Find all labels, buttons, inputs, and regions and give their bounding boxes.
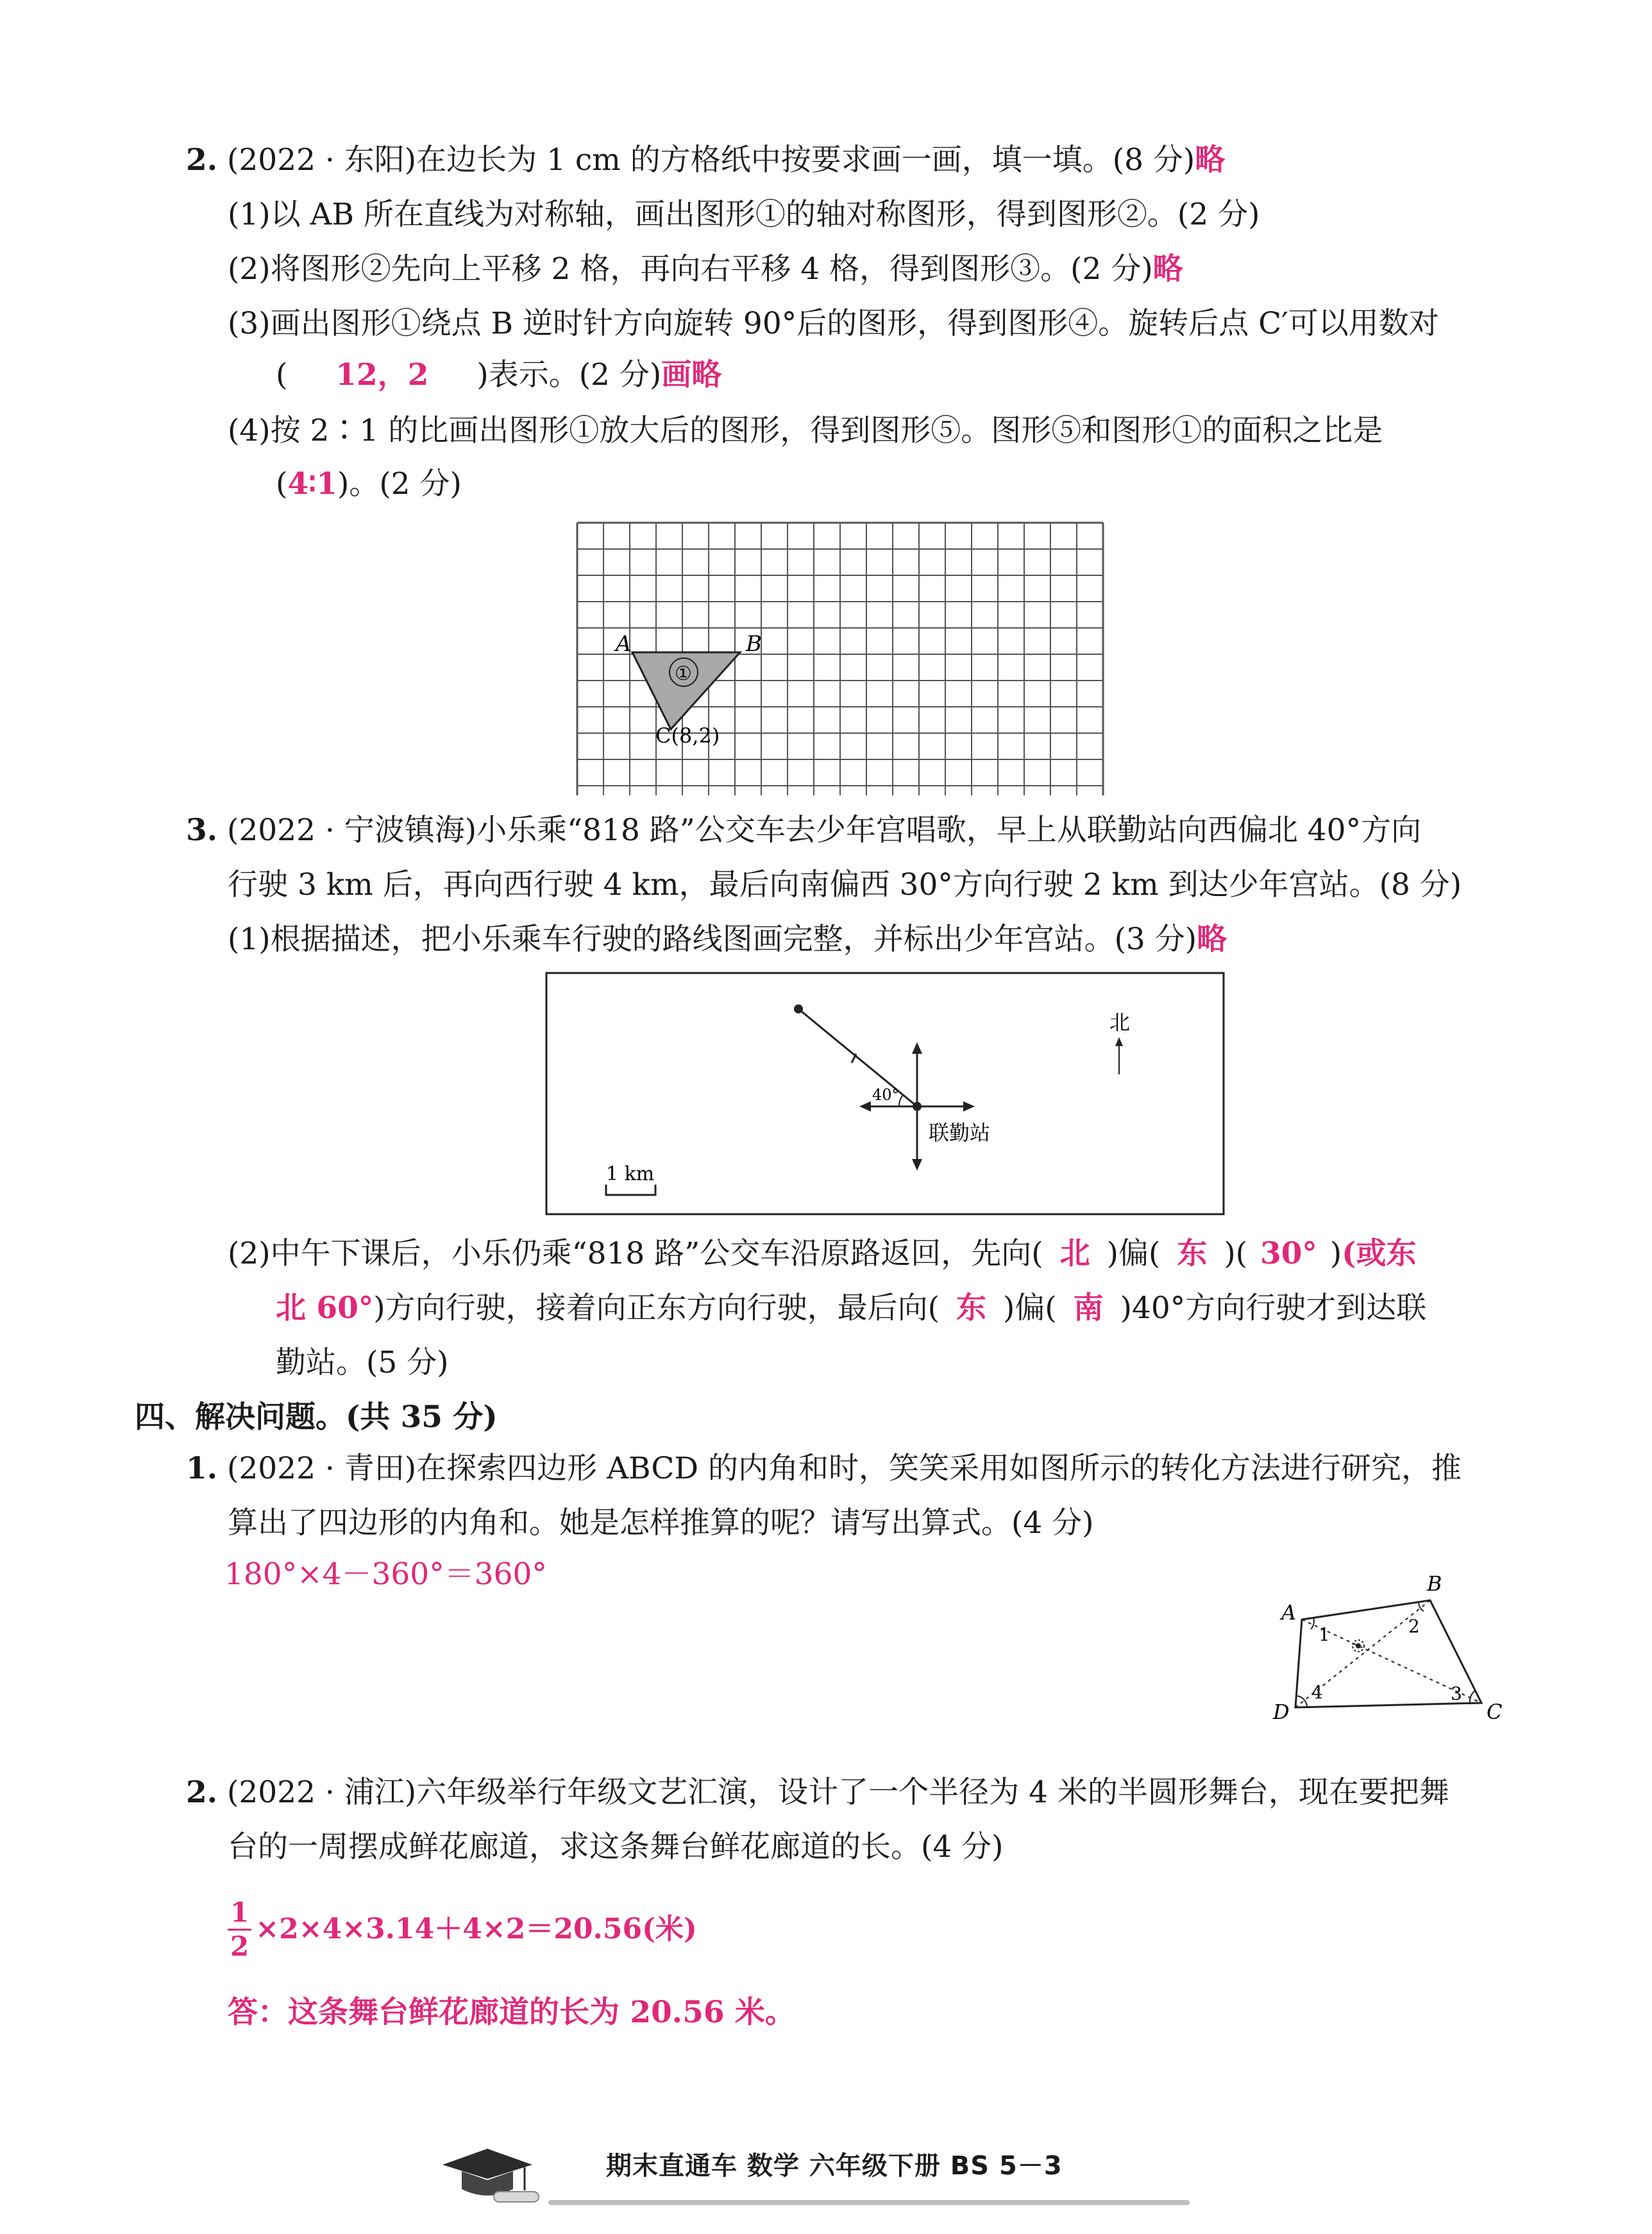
q3-part2-line2 — [276, 1289, 1426, 1328]
fraction-denominator: 2 — [230, 1930, 249, 1962]
q2-part3-line2 — [276, 356, 721, 394]
q2-part3-close: )表示。(2 分) — [476, 357, 662, 393]
q3-part2-line1 — [228, 1235, 1417, 1273]
vertex-C: C — [1487, 1700, 1503, 1724]
q3-stem-line2: 行驶 3 km 后，再向西行驶 4 km，最后向南偏西 30°方向行驶 2 km 到达少年宫站。(8 分) — [228, 867, 1462, 902]
q2-part4-line2 — [276, 465, 462, 503]
q3-part2-text-e: )方向行驶，接着向正东方向行驶，最后向( — [373, 1290, 940, 1326]
q3-part2-text-a: (2)中午下课后，小乐仍乘“818 路”公交车沿原路返回，先向( — [228, 1236, 1043, 1271]
q3-part2-text-f: )偏( — [1002, 1290, 1057, 1326]
vertex-B: B — [1427, 1571, 1442, 1596]
q3-part2-text-d: ) — [1329, 1236, 1342, 1271]
s4q1-text1: (2022 · 青田)在探索四边形 ABCD 的内角和时，笑笑采用如图所示的转化方法进行研究，推 — [227, 1451, 1462, 1486]
s4q2-calc-text: ×2×4×3.14＋4×2＝20.56(米) — [255, 1913, 697, 1945]
footer-text: 期末直通车 数学 六年级下册 BS 5－3 — [606, 2151, 1063, 2181]
map-station-label: 联勤站 — [929, 1121, 991, 1145]
s4q1-number: 1. — [186, 1451, 218, 1486]
station-point — [913, 1102, 922, 1111]
q2-part1: (1)以 AB 所在直线为对称轴，画出图形①的轴对称图形，得到图形②。(2 分) — [228, 197, 1260, 232]
q2-part4-line1: (4)按 2∶1 的比画出图形①放大后的图形，得到图形⑤。图形⑤和图形①的面积之比是 — [228, 413, 1383, 448]
q3-part2-text-b: )偏( — [1106, 1236, 1161, 1271]
q2-grid-figure — [564, 520, 1154, 795]
shape-1-label: ① — [675, 663, 692, 685]
angle-2: 2 — [1408, 1616, 1420, 1637]
vertex-D: D — [1273, 1700, 1290, 1724]
s4q2-calculation — [228, 1896, 697, 1962]
q2-part3-open: ( — [276, 357, 288, 393]
q2-stem — [186, 141, 1225, 180]
q2-part4-close: )。(2 分) — [337, 466, 462, 502]
q3-part1-text: (1)根据描述，把小乐乘车行驶的路线图画完整，并标出少年宫站。(3 分) — [228, 922, 1197, 957]
vertex-A: A — [1281, 1600, 1297, 1625]
s4q2-text1: (2022 · 浦江)六年级举行年级文艺汇演，设计了一个半径为 4 米的半圆形舞台，现在要把舞 — [227, 1775, 1449, 1810]
q3-part2-answer6: 南 — [1073, 1290, 1104, 1326]
angle-3: 3 — [1451, 1683, 1462, 1704]
q3-part2-line3: 勤站。(5 分) — [276, 1345, 449, 1380]
s4q2-line1 — [186, 1773, 1449, 1812]
grid-label-C: C(8,2) — [655, 724, 720, 748]
q2-number: 2. — [186, 142, 218, 178]
q3-part2-text-c: )( — [1224, 1236, 1247, 1271]
angle-4: 4 — [1311, 1682, 1323, 1703]
q3-stem-line1 — [186, 811, 1421, 850]
q3-part2-line2-answer: 北 60° — [276, 1290, 374, 1326]
route-start-point — [794, 1004, 803, 1013]
map-scale-label: 1 km — [606, 1163, 655, 1185]
q3-part2-answer1: 北 — [1059, 1236, 1090, 1271]
q2-part3-line1: (3)画出图形①绕点 B 逆时针方向旋转 90°后的图形，得到图形④。旋转后点 C′可以用数对 — [228, 306, 1439, 341]
q2-part4-answer: 4∶1 — [287, 466, 337, 502]
grid-label-B: B — [746, 631, 762, 657]
q3-part2-answer4: (或东 — [1342, 1236, 1417, 1271]
map-north-label: 北 — [1109, 1010, 1131, 1035]
s4q1-quadrilateral-figure — [1244, 1565, 1513, 1732]
q2-part3-answer: 12，2 — [335, 357, 429, 393]
s4q2-answer: 答：这条舞台鲜花廊道的长为 20.56 米。 — [228, 1995, 795, 2030]
angle-1: 1 — [1319, 1624, 1330, 1645]
s4q1-answer: 180°×4－360°＝360° — [224, 1557, 547, 1592]
q3-part2-text-g: )40°方向行驶才到达联 — [1120, 1290, 1427, 1326]
q2-stem-answer: 略 — [1195, 142, 1226, 178]
map-angle-label: 40° — [872, 1086, 900, 1104]
q2-part2-answer: 略 — [1152, 251, 1183, 287]
q2-part2 — [228, 250, 1183, 289]
q2-part2-text: (2)将图形②先向上平移 2 格，再向右平移 4 格，得到图形③。(2 分) — [228, 251, 1153, 287]
q3-route-map — [545, 972, 1225, 1215]
s4q2-number: 2. — [186, 1775, 218, 1810]
q2-part4-open: ( — [276, 466, 288, 502]
q3-part1 — [228, 920, 1227, 959]
s4q2-line2: 台的一周摆成鲜花廊道，求这条舞台鲜花廊道的长。(4 分) — [228, 1829, 1004, 1865]
s4q2-fraction — [228, 1896, 251, 1962]
q3-part2-answer5: 东 — [956, 1290, 986, 1326]
q3-part1-answer: 略 — [1197, 922, 1227, 957]
q3-number: 3. — [186, 813, 218, 848]
graduation-cap-icon — [442, 2149, 539, 2202]
s4q1-line2: 算出了四边形的内角和。她是怎样推算的呢？请写出算式。(4 分) — [228, 1505, 1094, 1541]
grid-label-A: A — [616, 631, 632, 657]
q3-stem-text1: (2022 · 宁波镇海)小乐乘“818 路”公交车去少年宫唱歌，早上从联勤站向西偏北 40°方向 — [227, 813, 1422, 848]
section-4-title: 四、解决问题。(共 35 分) — [135, 1400, 498, 1435]
fraction-numerator: 1 — [228, 1899, 251, 1931]
q2-stem-text: (2022 · 东阳)在边长为 1 cm 的方格纸中按要求画一画，填一填。(8 分) — [227, 142, 1195, 178]
q3-part2-answer3: 30° — [1260, 1236, 1317, 1271]
s4q1-line1 — [186, 1450, 1462, 1488]
q3-part2-answer2: 东 — [1177, 1236, 1208, 1271]
q2-part3-answer2: 画略 — [661, 357, 722, 393]
footer-bar — [548, 2200, 1190, 2205]
